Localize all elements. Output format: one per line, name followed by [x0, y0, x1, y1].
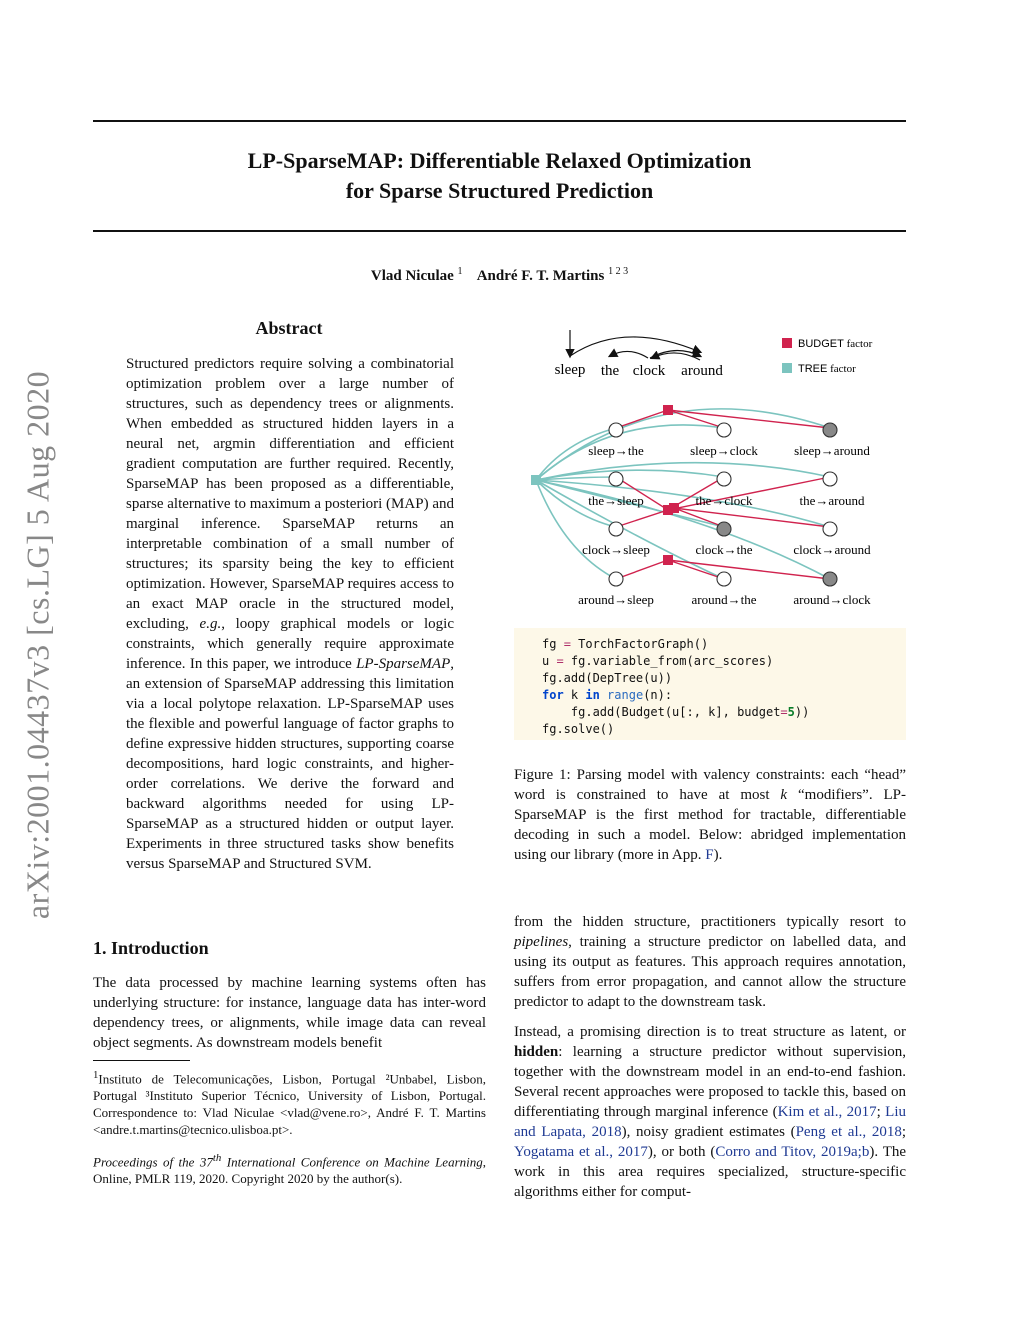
arc-label: sleep→clock — [690, 443, 758, 458]
appendix-link[interactable]: F — [705, 847, 714, 863]
code-line-2: u = fg.variable_from(arc_scores) — [542, 654, 774, 668]
arc-clock-the — [610, 351, 648, 358]
arc-label: sleep→around — [794, 443, 870, 458]
abstract-eg: e.g. — [199, 616, 222, 632]
budget-factor-around — [663, 555, 673, 565]
citation-yogatama-2017[interactable]: Yogatama et al., 2017 — [514, 1144, 648, 1160]
proceedings-rest: , Online, PMLR 119, 2020. Copyright 2020 by the author(s). — [93, 1154, 486, 1187]
author-1: Vlad Niculae — [370, 268, 454, 284]
sentence-word-2: the — [600, 363, 620, 379]
footnote-affiliation-text: Instituto de Telecomunicações, Lisbon, Portugal ²Unbabel, Lisbon, Portugal ³Instituto Superior Técnico, University of Lisbon, Portugal. Correspondence to: Vlad Niculae <vlad@vene.ro>, André F. T. Martins <andre.t.martins@tecnico.ulisboa.pt>. — [93, 1071, 486, 1138]
proceedings-conference: International Conference on Machine Learning — [221, 1154, 483, 1170]
code-line-5: fg.add(Budget(u[:, k], budget=5)) — [542, 705, 810, 719]
citation-corro-titov-2019[interactable]: Corro and Titov, 2019a;b — [715, 1144, 870, 1160]
author-2: André F. T. Martins — [476, 268, 605, 284]
abstract-lp-sparsemap: LP-SparseMAP — [356, 656, 451, 672]
hidden-emphasis: hidden — [514, 1044, 559, 1060]
legend-tree: TREE factor — [798, 363, 856, 375]
abstract-heading: Abstract — [255, 318, 323, 338]
arc-label: around→clock — [793, 592, 871, 607]
proceedings-number: 37 — [199, 1154, 213, 1170]
citation-kim-2017[interactable]: Kim et al., 2017 — [777, 1104, 877, 1120]
paper-title-line2: for Sparse Structured Prediction — [345, 178, 654, 203]
legend-tree-swatch — [782, 363, 792, 373]
figure-1-caption: Figure 1: Parsing model with valency constraints: each “head” word is constrained to have at most k “modifiers”. LP-SparseMAP is the first method for tractable, differentiable decoding in such a model. Below: abridged implementation using our library (more in App. F). — [514, 767, 906, 863]
author-list — [93, 266, 906, 285]
arc-label: clock→the — [695, 542, 753, 557]
arxiv-watermark: arXiv:2001.04437v3 [cs.LG] 5 Aug 2020 — [19, 370, 56, 920]
arc-label: the→clock — [695, 493, 753, 508]
title-bottom-rule — [93, 230, 906, 232]
code-listing — [514, 628, 906, 740]
budget-factor-sleep — [663, 405, 673, 415]
section-heading-introduction: 1. Introduction — [93, 938, 209, 958]
citation-peng-2018[interactable]: Peng et al., 2018 — [795, 1124, 902, 1140]
figure-1-diagram — [514, 322, 906, 618]
abstract-text-2: , loopy graphical models or logic constraints, which generally require approximate inference. In this paper, we introduce — [126, 616, 454, 672]
right-paragraph-1: from the hidden structure, practitioners typically resort to pipelines, training a structure predictor on labelled data, and using its output as features. This approach requires annotation, suffers from error propagation, and cannot allow the structure predictor to adapt to the downstream task. — [514, 914, 906, 1010]
budget-factor-clock — [669, 503, 679, 513]
abstract-body — [126, 354, 454, 874]
arc-label: clock→sleep — [582, 542, 650, 557]
proceedings-ordinal: th — [212, 1152, 222, 1164]
citation-liu-lapata-2018[interactable]: Liu and Lapata, 2018 — [514, 1104, 906, 1140]
author-1-affiliation: 1 — [457, 266, 463, 277]
legend-budget: BUDGET factor — [798, 338, 873, 350]
author-2-affiliation: 1 2 3 — [608, 266, 629, 277]
arc-label: the→around — [799, 493, 865, 508]
arc-label: sleep→the — [588, 443, 644, 458]
sentence-word-4: around — [681, 363, 723, 379]
paper-title-line1: LP-SparseMAP: Differentiable Relaxed Optimization — [247, 148, 752, 173]
sentence-word-3: clock — [632, 363, 666, 379]
arc-label: around→sleep — [578, 592, 654, 607]
footnote-proceedings — [93, 1150, 486, 1187]
proceedings-prefix: Proceedings of the — [93, 1154, 200, 1170]
intro-paragraph-1: The data processed by machine learning systems often has underlying structure: for instance, language data has inter-word dependency trees, or alignments, while image data can reveal object segments. As downstream models benefit — [93, 975, 486, 1051]
tree-factor-edges — [536, 409, 830, 579]
sentence-word-1: sleep — [554, 362, 586, 378]
arc-label: the→sleep — [588, 493, 644, 508]
code-line-3: fg.add(DepTree(u)) — [542, 671, 673, 685]
footnote-rule — [93, 1060, 190, 1061]
arc-label: around→the — [691, 592, 757, 607]
code-line-6: fg.solve() — [542, 722, 615, 736]
legend-budget-swatch — [782, 338, 792, 348]
tree-factor — [531, 475, 541, 485]
code-line-4: for k in range(n): — [542, 688, 673, 702]
code-line-1: fg = TorchFactorGraph() — [542, 637, 709, 651]
arc-label: clock→around — [793, 542, 871, 557]
footnote-mark: 1 — [93, 1069, 99, 1081]
abstract-text-3: , an extension of SparseMAP addressing this limitation via a local polytope relaxation. LP-SparseMAP uses the flexible and powerful language of factor graphs to define expressive hidden structures, supporting coarse decompositions, hard logic constraints, and higher-order correlations. We derive the forward and backward algorithms needed for using LP-SparseMAP as a structured hidden or output layer. Experiments in three structured tasks show benefits versus SparseMAP and Structured SVM. — [126, 656, 454, 872]
pipelines-emphasis: pipelines — [514, 934, 569, 950]
footnote-affiliations — [93, 1067, 486, 1138]
right-paragraph-2: Instead, a promising direction is to treat structure as latent, or hidden: learning a structure predictor without supervision, together with the downstream model in an end-to-end fashion. Several recent approaches were proposed to tackle this, based on differentiating through marginal inference (Kim et al., 2017; Liu and Lapata, 2018), noisy gradient estimates (Peng et al., 2018; Yogatama et al., 2017), or both (Corro and Titov, 2019a;b). The work in this area requires specialized, structure-specific algorithms either for comput- — [514, 1024, 907, 1200]
abstract-text-1: Structured predictors require solving a combinatorial optimization problem over a large number of structures, such as dependency trees or alignments. When embedded as structured hidden layers in a neural net, argmin differentiation and efficient gradient computation are further required. Recently, SparseMAP has been proposed as a differentiable, sparse alternative to maximum a posteriori (MAP) and marginal inference. SparseMAP returns an interpretable combination of a small number of structures; its sparsity being the key to efficient optimization. However, SparseMAP requires access to an exact MAP oracle in the structured model, excluding, — [126, 356, 454, 632]
top-rule — [93, 120, 906, 122]
